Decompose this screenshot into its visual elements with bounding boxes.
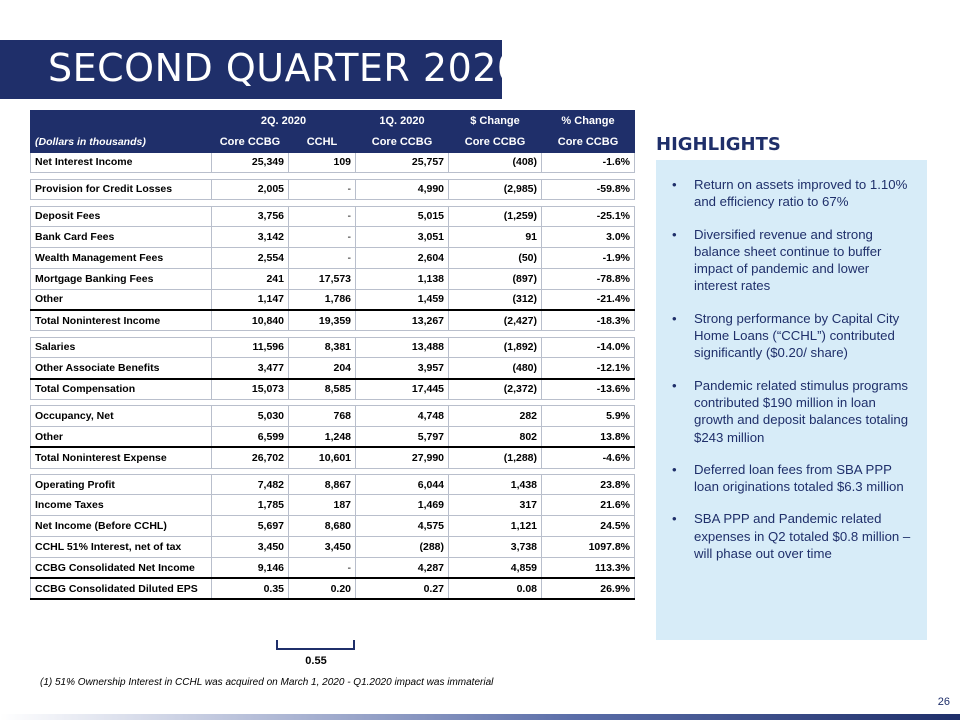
row-value: 7,482 <box>212 474 289 495</box>
table-row <box>31 474 635 495</box>
dollars-in-thousands-label: (Dollars in thousands) <box>31 131 212 152</box>
highlight-item <box>672 310 915 362</box>
group-header-2q2020: 2Q. 2020 <box>212 111 356 132</box>
row-label: Provision for Credit Losses <box>31 179 212 200</box>
row-label: Bank Card Fees <box>31 227 212 248</box>
row-value: (1,259) <box>449 206 542 227</box>
highlight-item <box>672 226 915 295</box>
row-label: Net Income (Before CCHL) <box>31 516 212 537</box>
group-header-row <box>31 111 635 132</box>
highlights-list <box>672 176 915 562</box>
highlight-text: Pandemic related stimulus programs contributed $190 million in loan growth and deposit balances totaling $243 million <box>694 377 909 445</box>
row-value: (312) <box>449 289 542 310</box>
row-label: Net Interest Income <box>31 152 212 173</box>
page-number: 26 <box>937 696 950 708</box>
row-value: 8,585 <box>289 379 356 400</box>
row-value: 17,573 <box>289 268 356 289</box>
row-value: 5,697 <box>212 516 289 537</box>
row-value: 187 <box>289 495 356 516</box>
bullet-icon: • <box>672 226 677 242</box>
row-value: -4.6% <box>542 447 635 468</box>
row-value: 5,030 <box>212 406 289 427</box>
row-value: 0.35 <box>212 578 289 599</box>
group-header-1q2020: 1Q. 2020 <box>356 111 449 132</box>
eps-bracket <box>276 640 355 650</box>
row-value: 282 <box>449 406 542 427</box>
row-value: 21.6% <box>542 495 635 516</box>
sub-header-cchl: CCHL <box>289 131 356 152</box>
row-value: 3,051 <box>356 227 449 248</box>
row-value: -18.3% <box>542 310 635 331</box>
row-value: (897) <box>449 268 542 289</box>
row-value: 3,142 <box>212 227 289 248</box>
row-value: 0.27 <box>356 578 449 599</box>
sub-header-row <box>31 131 635 152</box>
table-row <box>31 578 635 599</box>
row-value: (2,427) <box>449 310 542 331</box>
row-value: 8,381 <box>289 337 356 358</box>
row-value: 204 <box>289 358 356 379</box>
row-value: 1,786 <box>289 289 356 310</box>
row-value: 23.8% <box>542 474 635 495</box>
table-row <box>31 557 635 578</box>
row-value: (2,372) <box>449 379 542 400</box>
title-banner <box>0 40 522 99</box>
financial-table <box>30 110 635 600</box>
row-value: -1.9% <box>542 248 635 269</box>
row-value: 6,044 <box>356 474 449 495</box>
group-header-pct-change: % Change <box>542 111 635 132</box>
row-label: Wealth Management Fees <box>31 248 212 269</box>
row-value: 3,450 <box>212 537 289 558</box>
row-value: - <box>289 206 356 227</box>
table-row <box>31 358 635 379</box>
highlight-text: SBA PPP and Pandemic related expenses in Q2 totaled $0.8 million – will phase out over time <box>694 511 911 562</box>
row-value: 4,287 <box>356 557 449 578</box>
highlight-item <box>672 176 915 211</box>
row-value: 4,575 <box>356 516 449 537</box>
table-row <box>31 447 635 468</box>
row-value: 26,702 <box>212 447 289 468</box>
table-row <box>31 426 635 447</box>
row-value: 0.20 <box>289 578 356 599</box>
row-value: 5,015 <box>356 206 449 227</box>
highlight-text: Strong performance by Capital City Home Loans (“CCHL”) contributed significantly ($0.20/ share) <box>694 310 900 361</box>
row-value: 26.9% <box>542 578 635 599</box>
row-value: 5.9% <box>542 406 635 427</box>
bullet-icon: • <box>672 310 677 326</box>
row-value: (1,892) <box>449 337 542 358</box>
row-value: (1,288) <box>449 447 542 468</box>
row-value: 768 <box>289 406 356 427</box>
row-value: (50) <box>449 248 542 269</box>
table-row <box>31 289 635 310</box>
row-value: - <box>289 557 356 578</box>
bullet-icon: • <box>672 177 677 192</box>
row-value: - <box>289 227 356 248</box>
bullet-icon: • <box>672 377 677 393</box>
row-value: 3,738 <box>449 537 542 558</box>
row-value: 113.3% <box>542 557 635 578</box>
table-row <box>31 206 635 227</box>
row-value: 24.5% <box>542 516 635 537</box>
table-row <box>31 152 635 173</box>
row-value: 13,267 <box>356 310 449 331</box>
row-value: 1,785 <box>212 495 289 516</box>
group-header-blank <box>31 111 212 132</box>
row-value: 3.0% <box>542 227 635 248</box>
row-value: -13.6% <box>542 379 635 400</box>
row-value: 3,450 <box>289 537 356 558</box>
row-value: 8,680 <box>289 516 356 537</box>
row-value: 13.8% <box>542 426 635 447</box>
group-header-dollar-change: $ Change <box>449 111 542 132</box>
row-value: 1,147 <box>212 289 289 310</box>
row-label: Occupancy, Net <box>31 406 212 427</box>
row-value: 10,601 <box>289 447 356 468</box>
row-value: 317 <box>449 495 542 516</box>
row-value: 1,121 <box>449 516 542 537</box>
highlights-box <box>656 160 927 640</box>
row-value: 3,477 <box>212 358 289 379</box>
row-value: 11,596 <box>212 337 289 358</box>
row-value: -25.1% <box>542 206 635 227</box>
row-value: 13,488 <box>356 337 449 358</box>
combined-eps-value: 0.55 <box>305 655 327 667</box>
row-value: 5,797 <box>356 426 449 447</box>
table-row <box>31 406 635 427</box>
row-label: Income Taxes <box>31 495 212 516</box>
row-value: 241 <box>212 268 289 289</box>
footnote: (1) 51% Ownership Interest in CCHL was acquired on March 1, 2020 - Q1.2020 impact was immaterial <box>40 677 494 688</box>
page-title: SECOND QUARTER 2020 <box>48 46 522 90</box>
row-label: Other Associate Benefits <box>31 358 212 379</box>
row-value: 17,445 <box>356 379 449 400</box>
row-value: 91 <box>449 227 542 248</box>
row-label: Total Noninterest Income <box>31 310 212 331</box>
row-value: 3,957 <box>356 358 449 379</box>
row-value: 25,349 <box>212 152 289 173</box>
row-value: 1,438 <box>449 474 542 495</box>
sub-header-core-ccbg-dollar: Core CCBG <box>449 131 542 152</box>
row-label: Deposit Fees <box>31 206 212 227</box>
table-row <box>31 379 635 400</box>
row-value: 1,138 <box>356 268 449 289</box>
bullet-icon: • <box>672 511 677 527</box>
table-row <box>31 516 635 537</box>
row-label: CCBG Consolidated Net Income <box>31 557 212 578</box>
row-value: (480) <box>449 358 542 379</box>
table-row <box>31 495 635 516</box>
row-value: 3,756 <box>212 206 289 227</box>
row-label: CCHL 51% Interest, net of tax <box>31 537 212 558</box>
row-value: -14.0% <box>542 337 635 358</box>
table-row <box>31 268 635 289</box>
highlight-text: Deferred loan fees from SBA PPP loan originations totaled $6.3 million <box>694 461 904 495</box>
row-value: 1,469 <box>356 495 449 516</box>
row-value: 802 <box>449 426 542 447</box>
row-value: 9,146 <box>212 557 289 578</box>
table-row <box>31 227 635 248</box>
row-label: Operating Profit <box>31 474 212 495</box>
row-value: (288) <box>356 537 449 558</box>
table-row <box>31 248 635 269</box>
row-value: 10,840 <box>212 310 289 331</box>
table-row <box>31 179 635 200</box>
table-body <box>31 152 635 599</box>
table-row <box>31 337 635 358</box>
row-value: 1097.8% <box>542 537 635 558</box>
row-value: 25,757 <box>356 152 449 173</box>
row-value: 1,248 <box>289 426 356 447</box>
row-value: -21.4% <box>542 289 635 310</box>
row-value: 19,359 <box>289 310 356 331</box>
sub-header-core-ccbg-2q: Core CCBG <box>212 131 289 152</box>
row-value: 2,005 <box>212 179 289 200</box>
row-value: 0.08 <box>449 578 542 599</box>
row-label: Total Noninterest Expense <box>31 447 212 468</box>
row-value: (408) <box>449 152 542 173</box>
row-value: 4,990 <box>356 179 449 200</box>
sub-header-core-ccbg-1q: Core CCBG <box>356 131 449 152</box>
row-value: 1,459 <box>356 289 449 310</box>
bullet-icon: • <box>672 461 677 477</box>
highlight-item <box>672 461 915 496</box>
row-value: 15,073 <box>212 379 289 400</box>
highlight-item <box>672 510 915 562</box>
row-value: 6,599 <box>212 426 289 447</box>
row-value: 2,554 <box>212 248 289 269</box>
row-value: 109 <box>289 152 356 173</box>
row-label: Total Compensation <box>31 379 212 400</box>
row-label: Other <box>31 426 212 447</box>
row-label: Mortgage Banking Fees <box>31 268 212 289</box>
row-value: -59.8% <box>542 179 635 200</box>
highlight-item <box>672 377 915 446</box>
table-row <box>31 537 635 558</box>
row-label: Other <box>31 289 212 310</box>
row-value: - <box>289 179 356 200</box>
row-value: 8,867 <box>289 474 356 495</box>
row-value: (2,985) <box>449 179 542 200</box>
highlights-title: HIGHLIGHTS <box>656 134 781 155</box>
row-value: -1.6% <box>542 152 635 173</box>
highlight-text: Return on assets improved to 1.10% and efficiency ratio to 67% <box>694 177 908 210</box>
row-value: -12.1% <box>542 358 635 379</box>
sub-header-core-ccbg-pct: Core CCBG <box>542 131 635 152</box>
table-row <box>31 310 635 331</box>
row-value: 2,604 <box>356 248 449 269</box>
row-value: - <box>289 248 356 269</box>
row-value: 4,859 <box>449 557 542 578</box>
row-value: 27,990 <box>356 447 449 468</box>
row-label: CCBG Consolidated Diluted EPS <box>31 578 212 599</box>
bottom-accent-line <box>0 714 960 720</box>
highlight-text: Diversified revenue and strong balance sheet continue to buffer impact of pandemic and lower interest rates <box>694 226 882 294</box>
row-value: 4,748 <box>356 406 449 427</box>
row-label: Salaries <box>31 337 212 358</box>
row-value: -78.8% <box>542 268 635 289</box>
